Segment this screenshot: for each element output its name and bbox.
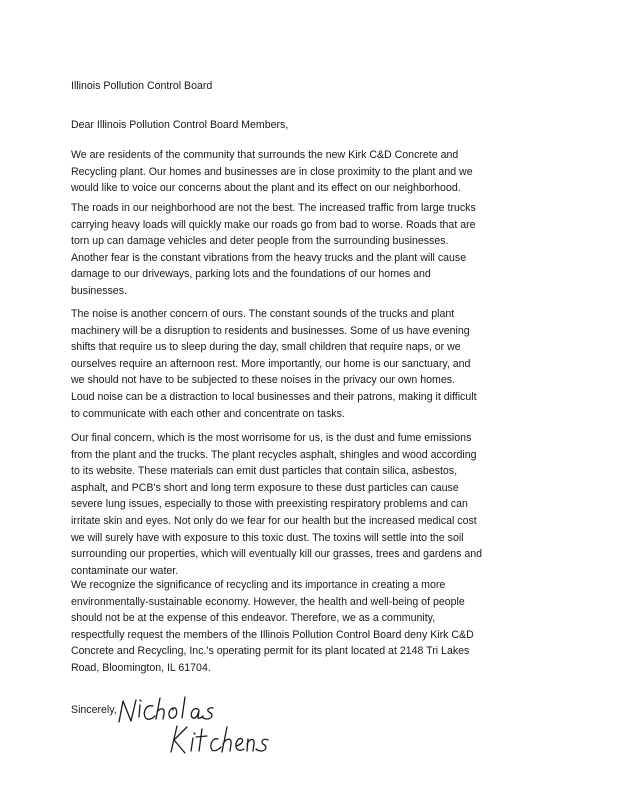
paragraph-line: We recognize the significance of recycling and its importance in creating a more — [71, 579, 446, 591]
paragraph-line: carrying heavy loads will quickly make our roads go from bad to worse. Roads that are — [71, 218, 476, 231]
paragraph-roads — [71, 200, 561, 300]
paragraph-line: businesses. — [71, 284, 127, 297]
paragraph-line: Recycling plant. Our homes and businesses are in close proximity to the plant and we — [71, 165, 473, 178]
paragraph-request — [71, 577, 561, 677]
paragraph-line: should not be at the expense of this endeavor. Therefore, we as a community, — [71, 612, 436, 625]
paragraph-line: from the plant and the trucks. The plant recycles asphalt, shingles and wood according — [71, 448, 477, 461]
paragraph-line: contaminate our water. — [71, 564, 179, 577]
paragraph-line: Another fear is the constant vibrations from the heavy trucks and the plant will cause — [71, 251, 467, 264]
paragraph-line: torn up can damage vehicles and deter people from the surrounding businesses. — [71, 235, 449, 248]
paragraph-line: We are residents of the community that surrounds the new Kirk C&D Concrete and — [71, 149, 459, 161]
paragraph-line: would like to voice our concerns about the plant and its effect on our neighborhood. — [71, 182, 461, 195]
paragraph-line: The noise is another concern of ours. The constant sounds of the trucks and plant — [71, 308, 455, 320]
closing: Sincerely, — [71, 704, 117, 716]
paragraph-line: we will surely have with exposure to this toxic dust. The toxins will settle into the soil — [71, 531, 464, 544]
paragraph-line: surrounding our properties, which will eventually kill our grasses, trees and gardens and — [71, 548, 483, 561]
paragraph-line: Our final concern, which is the most worrisome for us, is the dust and fume emissions — [71, 432, 472, 444]
paragraph-dust — [71, 430, 561, 579]
paragraph-line: Loud noise can be a distraction to local businesses and their patrons, making it difficult — [71, 390, 477, 403]
paragraph-line: ourselves require an afternoon rest. More importantly, our home is our sanctuary, and — [71, 357, 471, 370]
paragraph-line: we should not have to be subjected to these noises in the privacy our own homes. — [71, 374, 455, 387]
paragraph-line: irritate skin and eyes. Not only do we fear for our health but the increased medical cost — [71, 514, 477, 527]
paragraph-line: environmentally-sustainable economy. However, the health and well-being of people — [71, 595, 465, 608]
paragraph-line: shifts that require us to sleep during the day, small children that require naps, or we — [71, 341, 461, 354]
paragraph-line: respectfully request the members of the Illinois Pollution Control Board deny Kirk C&D — [71, 628, 474, 641]
paragraph-line: damage to our driveways, parking lots and the foundations of our homes and — [71, 268, 431, 281]
paragraph-line: to communicate with each other and concentrate on tasks. — [71, 407, 345, 420]
paragraph-line: to its website. These materials can emit dust particles that contain silica, asbestos, — [71, 465, 458, 478]
paragraph-line: asphalt, and PCB's short and long term exposure to these dust particles can cause — [71, 481, 459, 494]
paragraph-community — [71, 147, 561, 197]
addressee: Illinois Pollution Control Board — [71, 80, 213, 92]
paragraph-line: severe lung issues, especially to those with preexisting respiratory problems and can — [71, 498, 468, 511]
paragraph-line: Road, Bloomington, IL 61704. — [71, 661, 211, 674]
paragraph-line: machinery will be a disruption to residents and businesses. Some of us have evening — [71, 324, 470, 337]
paragraph-noise — [71, 306, 561, 422]
paragraph-line: Concrete and Recycling, Inc.'s operating permit for its plant located at 2148 Tri Lakes — [71, 645, 470, 658]
paragraph-line: The roads in our neighborhood are not the best. The increased traffic from large trucks — [71, 202, 476, 214]
salutation: Dear Illinois Pollution Control Board Members, — [71, 119, 289, 131]
handwritten-signature — [115, 696, 295, 766]
